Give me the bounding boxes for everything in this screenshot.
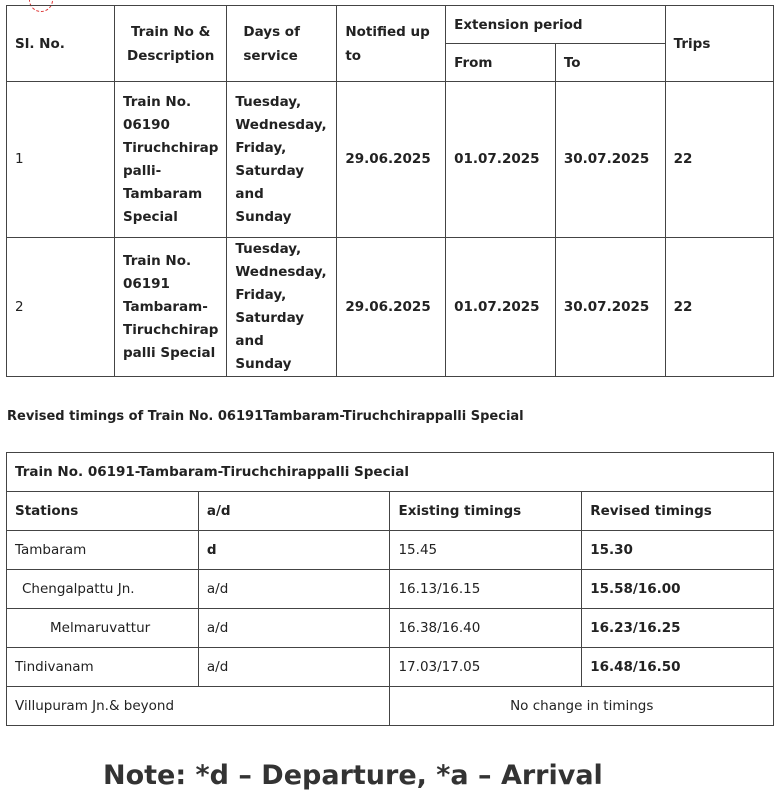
cell-ad: a/d bbox=[198, 609, 390, 648]
cell-from: 01.07.2025 bbox=[446, 238, 556, 377]
table-row bbox=[7, 531, 774, 570]
timing-table-title: Train No. 06191-Tambaram-Tiruchchirappalli Special bbox=[7, 453, 774, 492]
cell-train bbox=[114, 238, 226, 377]
cell-station: Tambaram bbox=[7, 531, 199, 570]
caption: Revised timings of Train No. 06191Tambaram-Tiruchchirappalli Special bbox=[7, 409, 524, 424]
cell-to: 30.07.2025 bbox=[555, 238, 665, 377]
cell-from: 01.07.2025 bbox=[446, 82, 556, 238]
header-revised: Revised timings bbox=[582, 492, 774, 531]
table-row bbox=[7, 82, 774, 238]
table-row bbox=[7, 687, 774, 726]
header-train-no bbox=[114, 6, 226, 82]
cell-trips: 22 bbox=[665, 238, 773, 377]
table-header-row bbox=[7, 492, 774, 531]
header-days bbox=[227, 6, 337, 82]
cell-notified: 29.06.2025 bbox=[337, 82, 446, 238]
header-existing: Existing timings bbox=[390, 492, 582, 531]
cell-station: Villupuram Jn.& beyond bbox=[7, 687, 390, 726]
train-line: Train No. bbox=[122, 252, 192, 269]
table-row bbox=[7, 648, 774, 687]
timing-table bbox=[6, 452, 774, 726]
table-row bbox=[7, 238, 774, 377]
cell-notified: 29.06.2025 bbox=[337, 238, 446, 377]
header-ad: a/d bbox=[198, 492, 390, 531]
cell-station: Melmaruvattur bbox=[7, 609, 199, 648]
extension-table bbox=[6, 5, 774, 377]
header-train-no-text: Train No & Description bbox=[127, 23, 215, 64]
days-line: Sunday bbox=[235, 356, 292, 372]
cell-days bbox=[227, 82, 337, 238]
cell-station: Tindivanam bbox=[7, 648, 199, 687]
train-line: palli Special bbox=[122, 344, 216, 361]
train-line: 06191 bbox=[122, 275, 170, 292]
train-line: palli- bbox=[122, 162, 162, 179]
cell-existing: 16.13/16.15 bbox=[390, 570, 582, 609]
cell-days bbox=[227, 238, 337, 377]
cell-station: Chengalpattu Jn. bbox=[7, 570, 199, 609]
cell-sl: 1 bbox=[7, 82, 115, 238]
header-extension: Extension period bbox=[446, 6, 666, 44]
cell-ad: d bbox=[198, 531, 390, 570]
header-sl-no: Sl. No. bbox=[7, 6, 115, 82]
header-days-text: Days of service bbox=[243, 23, 300, 64]
cell-existing: 16.38/16.40 bbox=[390, 609, 582, 648]
days-line: Tuesday, bbox=[235, 93, 302, 110]
header-to: To bbox=[555, 44, 665, 82]
header-trips: Trips bbox=[665, 6, 773, 82]
train-line: Tambaram bbox=[122, 185, 203, 202]
cell-existing: 15.45 bbox=[390, 531, 582, 570]
cell-no-change: No change in timings bbox=[390, 687, 774, 726]
cell-revised: 15.30 bbox=[582, 531, 774, 570]
days-line: Saturday and bbox=[235, 162, 305, 202]
header-stations: Stations bbox=[7, 492, 199, 531]
cell-trips: 22 bbox=[665, 82, 773, 238]
days-line: Wednesday, bbox=[235, 264, 327, 280]
days-line: Friday, bbox=[235, 139, 287, 156]
train-line: 06190 bbox=[122, 116, 170, 133]
cell-ad: a/d bbox=[198, 570, 390, 609]
note: Note: *d – Departure, *a – Arrival bbox=[103, 760, 603, 791]
table-row bbox=[7, 570, 774, 609]
days-line: Tuesday, bbox=[235, 241, 302, 257]
header-from: From bbox=[446, 44, 556, 82]
cell-revised: 15.58/16.00 bbox=[582, 570, 774, 609]
days-line: Sunday bbox=[235, 208, 292, 225]
cell-revised: 16.23/16.25 bbox=[582, 609, 774, 648]
train-line: Tiruchchirap bbox=[122, 321, 219, 338]
cell-to: 30.07.2025 bbox=[555, 82, 665, 238]
cell-train bbox=[114, 82, 226, 238]
days-line: Saturday and bbox=[235, 310, 305, 349]
days-line: Friday, bbox=[235, 287, 287, 303]
cell-sl: 2 bbox=[7, 238, 115, 377]
table-row bbox=[7, 609, 774, 648]
cell-ad: a/d bbox=[198, 648, 390, 687]
cell-revised: 16.48/16.50 bbox=[582, 648, 774, 687]
header-notified: Notified up to bbox=[337, 6, 446, 82]
cell-existing: 17.03/17.05 bbox=[390, 648, 582, 687]
train-line: Train No. bbox=[122, 93, 192, 110]
days-line: Wednesday, bbox=[235, 116, 327, 133]
train-line: Tiruchchirap bbox=[122, 139, 219, 156]
train-line: Tambaram- bbox=[122, 298, 208, 315]
train-line: Special bbox=[122, 208, 178, 225]
